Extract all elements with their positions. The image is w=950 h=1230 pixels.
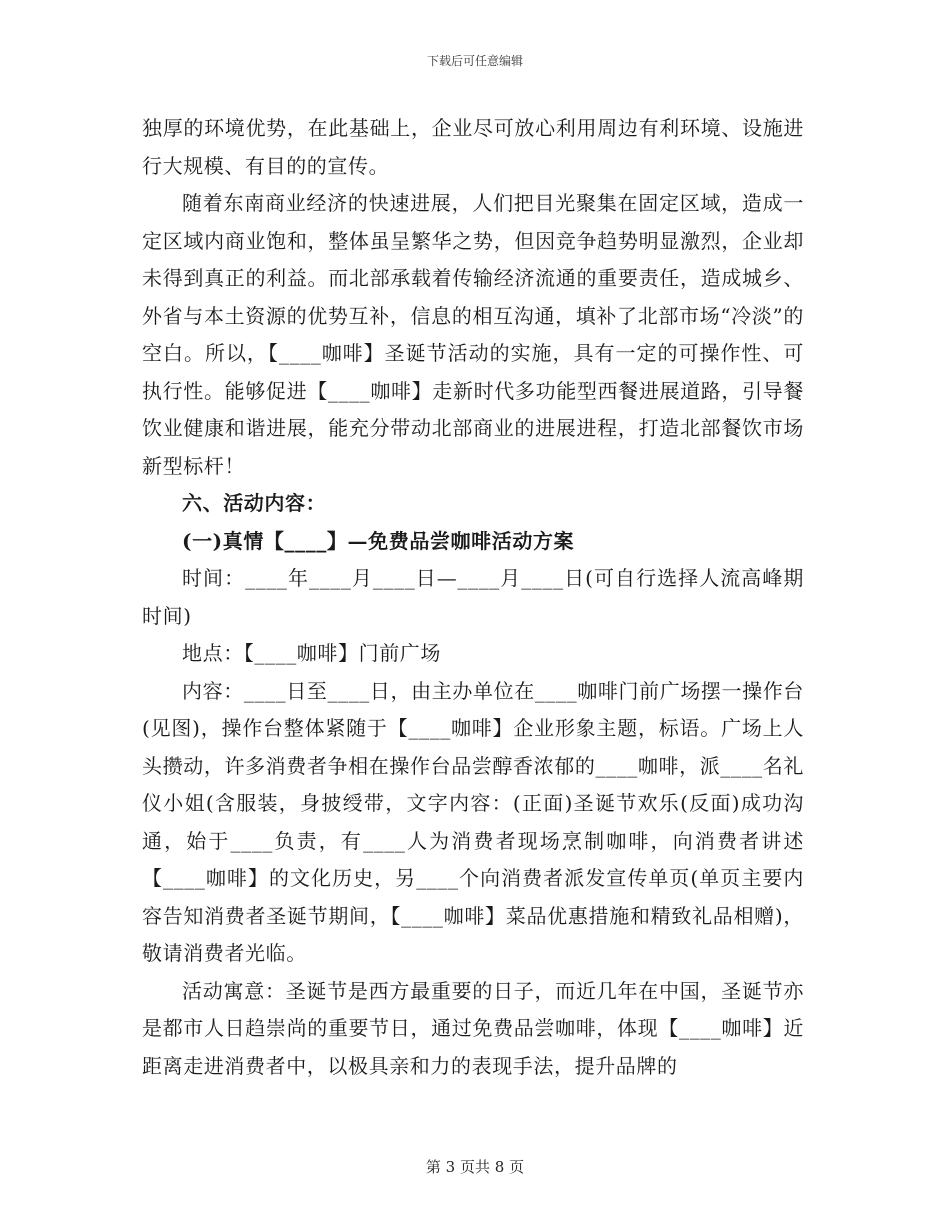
section-heading: 六、活动内容： [182,491,327,515]
activity-time: 时间：____年____月____日—____月____日(可自行选择人流高峰期时间) [142,566,804,628]
paragraph-continued: 独厚的环境优势，在此基础上，企业尽可放心利用周边有利环境、设施进行大规模、有目的的宣传。 [142,116,804,178]
page-header: 下载后可任意编辑 [426,54,523,68]
activity-content: 内容：____日至____日，由主办单位在____咖啡门前广场摆一操作台(见图)，操作台整体紧随于【____咖啡】企业形象主题，标语。广场上人头攒动，许多消费者争相在操作台品尝醇香浓郁的____咖啡，派____名礼仪小姐(含服装，身披绶带，文字内容：(正面)圣诞节欢乐(反面)成功沟通，始于____负责，有____人为消费者现场烹制咖啡，向消费者讲述【____咖啡】的文化历史，另____个向消费者派发宣传单页(单页主要内容告知消费者圣诞节期间，【____咖啡】菜品优惠措施和精致礼品相赠)，敬请消费者光临。 [142,678,804,965]
paragraph-market-analysis: 随着东南商业经济的快速进展，人们把目光聚集在固定区域，造成一定区域内商业饱和，整体虽呈繁华之势，但因竞争趋势明显激烈，企业却未得到真正的利益。而北部承载着传输经济流通的重要责任，造成城乡、外省与本土资源的优势互补，信息的相互沟通，填补了北部市场“冷淡”的空白。所以，【____咖啡】圣诞节活动的实施，具有一定的可操作性、可执行性。能够促进【____咖啡】走新时代多功能型西餐进展道路，引导餐饮业健康和谐进展，能充分带动北部商业的进展进程，打造北部餐饮市场新型标杆！ [142,191,804,478]
activity-meaning: 活动寓意：圣诞节是西方最重要的日子，而近几年在中国，圣诞节亦是都市人日趋崇尚的重要节日，通过免费品尝咖啡，体现【____咖啡】近距离走进消费者中，以极具亲和力的表现手法，提升品牌的 [142,978,804,1078]
page-number: 第 3 页共 8 页 [425,1158,525,1176]
document-body [142,110,804,1085]
activity-place: 地点：【____咖啡】门前广场 [182,641,441,665]
subsection-heading: (一)真情【____】—免费品尝咖啡活动方案 [182,528,575,553]
